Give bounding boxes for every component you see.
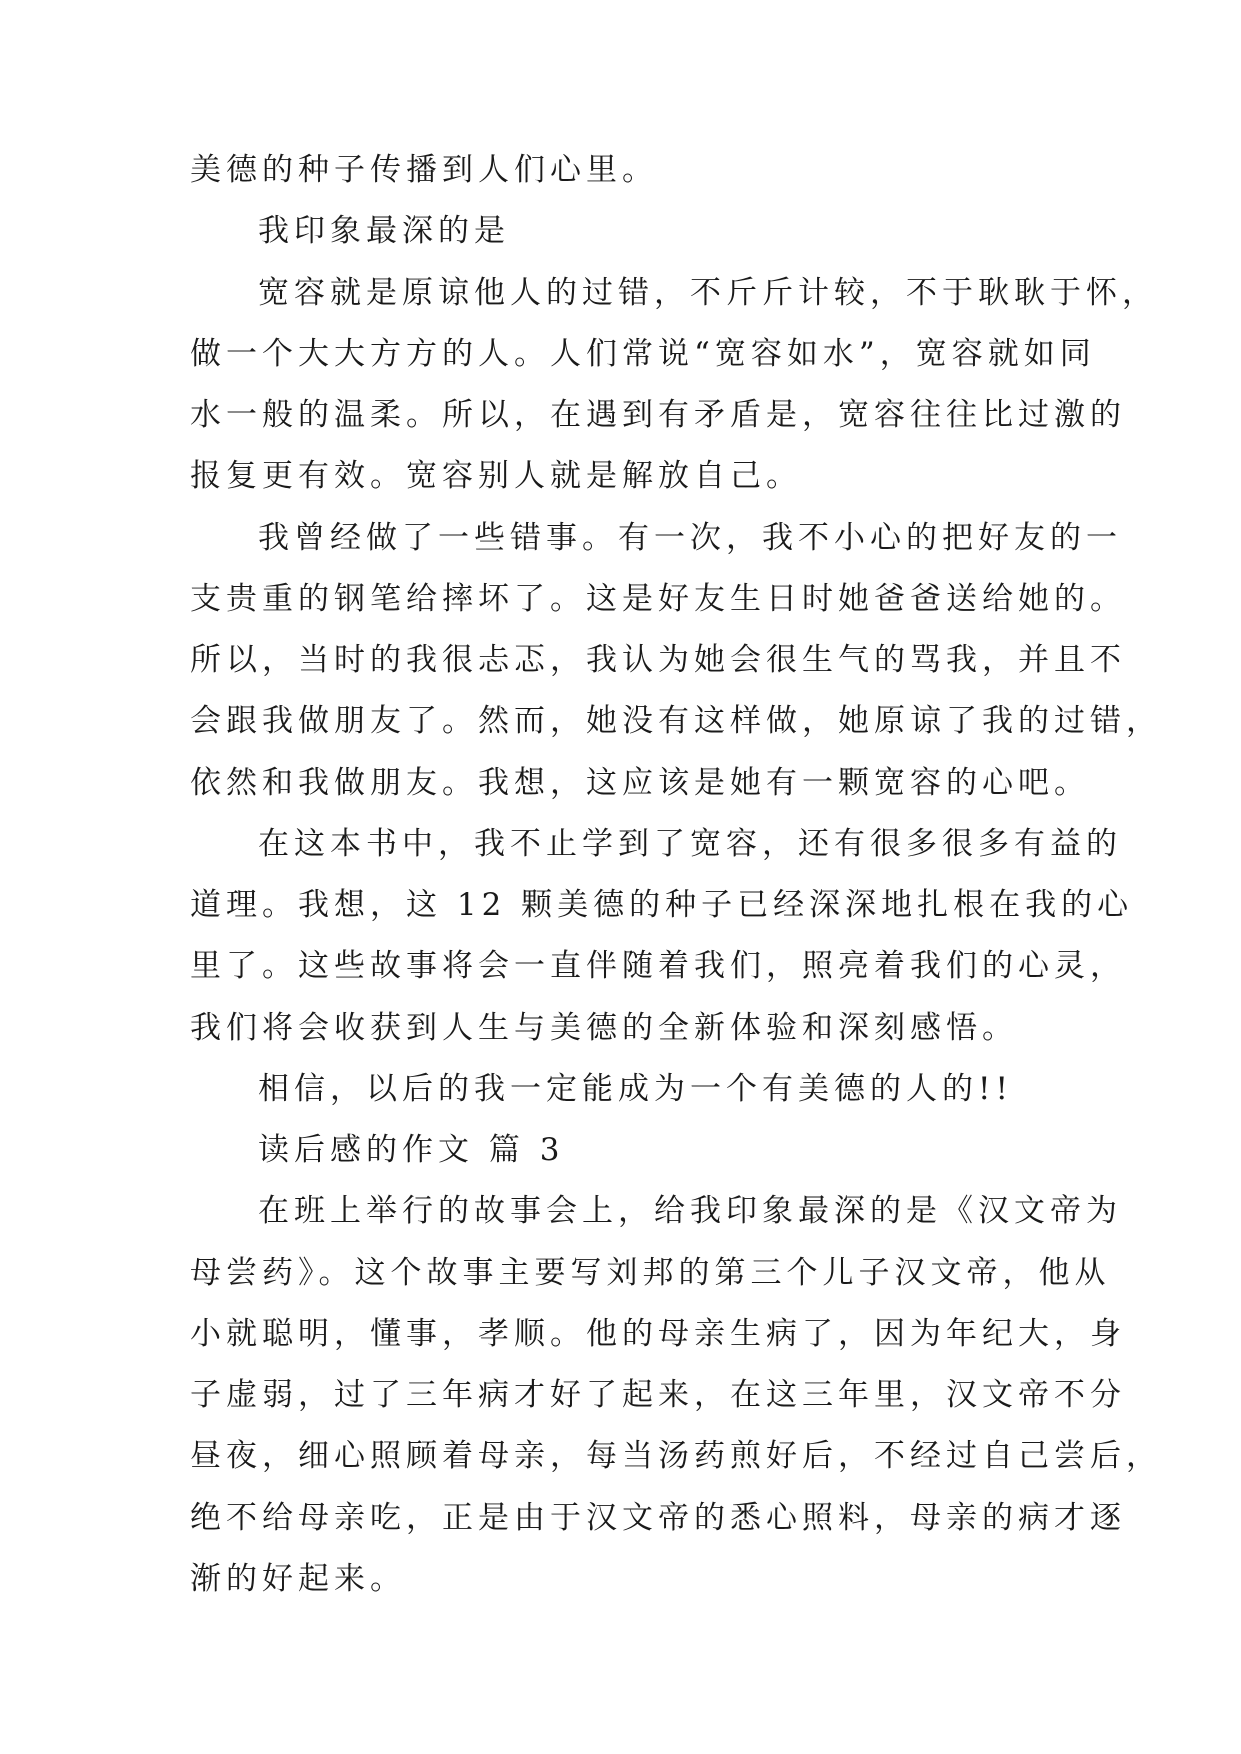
text-line: 依然和我做朋友。我想，这应该是她有一颗宽容的心吧。: [190, 765, 1090, 801]
text-line: 在班上举行的故事会上，给我印象最深的是《汉文帝为: [258, 1193, 1122, 1229]
text-line: 里了。这些故事将会一直伴随着我们，照亮着我们的心灵，: [190, 948, 1126, 984]
text-line: 绝不给母亲吃，正是由于汉文帝的悉心照料，母亲的病才逐: [190, 1500, 1126, 1536]
text-line: 所以，当时的我很忐忑，我认为她会很生气的骂我，并且不: [190, 642, 1126, 678]
text-line: 我们将会收获到人生与美德的全新体验和深刻感悟。: [190, 1010, 1018, 1046]
text-line: 渐的好起来。: [190, 1561, 406, 1597]
text-line: 小就聪明，懂事，孝顺。他的母亲生病了，因为年纪大，身: [190, 1316, 1126, 1352]
text-line: 道理。我想，这 12 颗美德的种子已经深深地扎根在我的心: [190, 887, 1134, 923]
text-line: 水一般的温柔。所以，在遇到有矛盾是，宽容往往比过激的: [190, 397, 1126, 433]
text-line: 宽容就是原谅他人的过错，不斤斤计较，不于耿耿于怀，: [258, 275, 1158, 311]
text-line: 在这本书中，我不止学到了宽容，还有很多很多有益的: [258, 826, 1122, 862]
text-line: 支贵重的钢笔给摔坏了。这是好友生日时她爸爸送给她的。: [190, 581, 1126, 617]
text-line: 昼夜，细心照顾着母亲，每当汤药煎好后，不经过自己尝后，: [190, 1438, 1162, 1474]
text-line: 母尝药》。这个故事主要写刘邦的第三个儿子汉文帝，他从: [190, 1255, 1111, 1291]
text-line: 子虚弱，过了三年病才好了起来，在这三年里，汉文帝不分: [190, 1377, 1126, 1413]
section-heading: 读后感的作文 篇 3: [258, 1132, 565, 1168]
text-line: 报复更有效。宽容别人就是解放自己。: [190, 458, 802, 494]
text-line: 做一个大大方方的人。人们常说“宽容如水”，宽容就如同: [190, 336, 1096, 372]
text-line: 相信，以后的我一定能成为一个有美德的人的!!: [258, 1071, 1013, 1107]
text-line: 我曾经做了一些错事。有一次，我不小心的把好友的一: [258, 520, 1122, 556]
text-line: 美德的种子传播到人们心里。: [190, 152, 658, 188]
text-line: 会跟我做朋友了。然而，她没有这样做，她原谅了我的过错，: [190, 703, 1162, 739]
text-line: 我印象最深的是: [258, 213, 510, 249]
